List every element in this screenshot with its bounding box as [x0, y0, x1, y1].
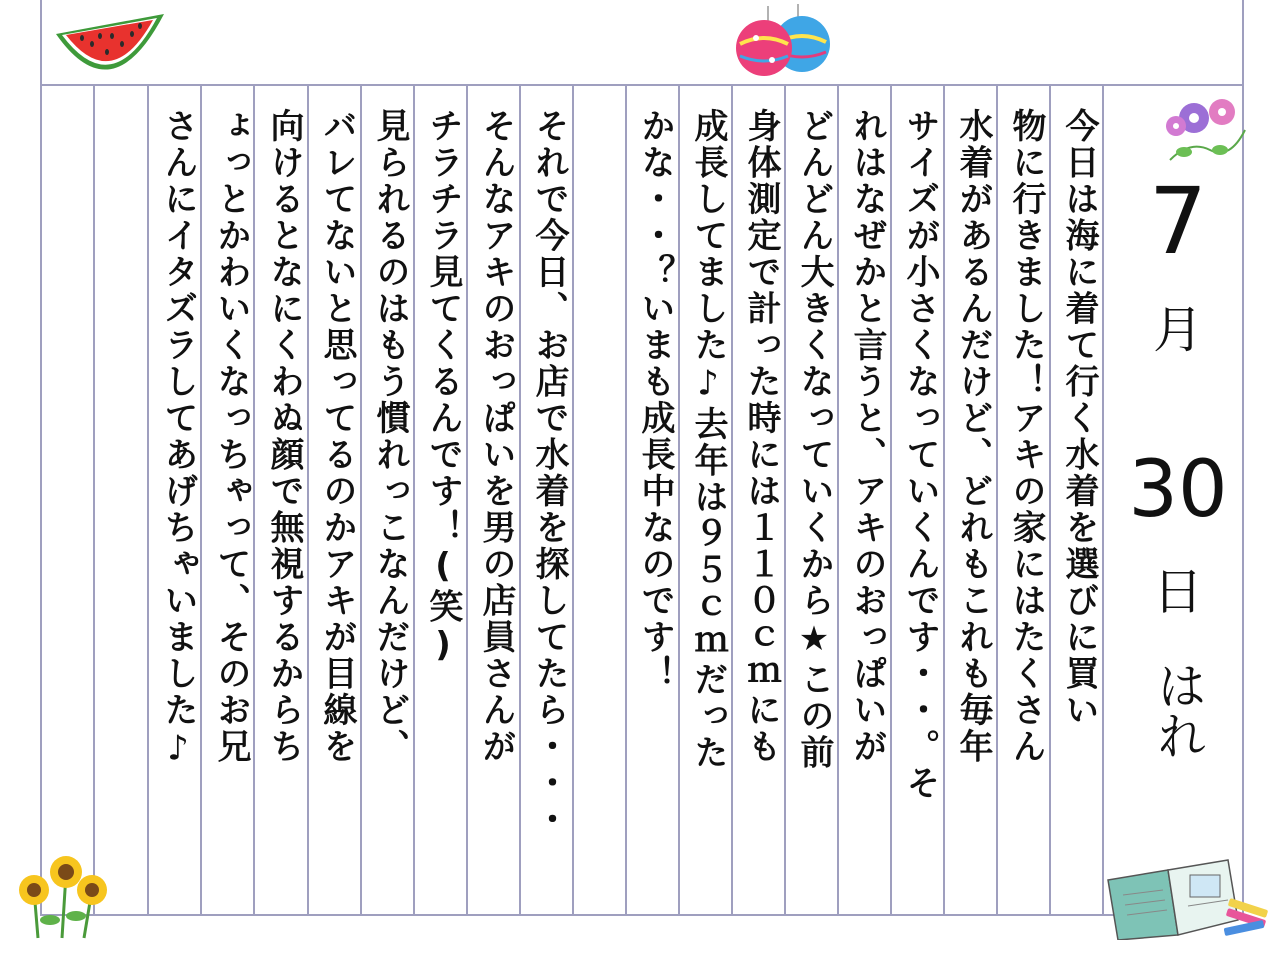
column-rule: [625, 84, 627, 914]
day-number: 30: [1128, 445, 1228, 535]
diary-column-11: それで今日、お店で水着を探してたら・・・: [529, 108, 569, 838]
diary-column-12: そんなアキのおっぱいを男の店員さんが: [476, 108, 516, 765]
diary-column-6: どんどん大きくなっていくから★この前: [794, 108, 834, 771]
diary-column-4: サイズが小さくなっていくんです・・。そ: [900, 108, 940, 802]
diary-column-5: れはなぜかと言うと、アキのおっぱいが: [847, 108, 887, 765]
crayon-icon: [1218, 896, 1278, 946]
morning-glory-icon: [1160, 90, 1250, 170]
watermelon-icon: [52, 4, 172, 84]
diary-column-18: さんにイタズラしてあげちゃいました♪: [158, 108, 198, 771]
water-balloon-icon: [728, 2, 838, 82]
sunflower-icon: [4, 850, 114, 940]
diary-column-1: 今日は海に着て行く水着を選びに買い: [1059, 108, 1099, 729]
diary-column-16: 向けるとなにくわぬ顔で無視するからち: [264, 108, 304, 765]
diary-column-15: バレてないと思ってるのかアキが目線を: [317, 108, 357, 765]
diary-column-2: 物に行きました！アキの家にはたくさん: [1006, 108, 1046, 765]
diary-column-9: かな・・？いまも成長中なのです！: [635, 108, 675, 692]
month-label: 月: [1153, 301, 1203, 359]
left-edge: [40, 0, 42, 916]
column-rule: [93, 84, 95, 914]
diary-column-17: ょっとかわいくなっちゃって、そのお兄: [211, 108, 251, 765]
diary-column-8: 成長してました♪去年は９５ｃｍだった: [688, 108, 728, 771]
column-rule: [147, 84, 149, 914]
diary-column-14: 見られるのはもう慣れっこなんだけど、: [370, 108, 410, 765]
month-number: 7: [1148, 168, 1208, 275]
weather-label: はれ: [1149, 660, 1207, 760]
bottom-rule: [40, 914, 1243, 916]
day-label: 日: [1153, 563, 1203, 621]
diary-column-13: チラチラ見てくるんです！(笑): [423, 108, 463, 668]
diary-column-7: 身体測定で計った時には１１０ｃｍにも: [741, 108, 781, 765]
top-rule: [40, 84, 1243, 86]
diary-column-3: 水着があるんだけど、どれもこれも毎年: [953, 108, 993, 765]
